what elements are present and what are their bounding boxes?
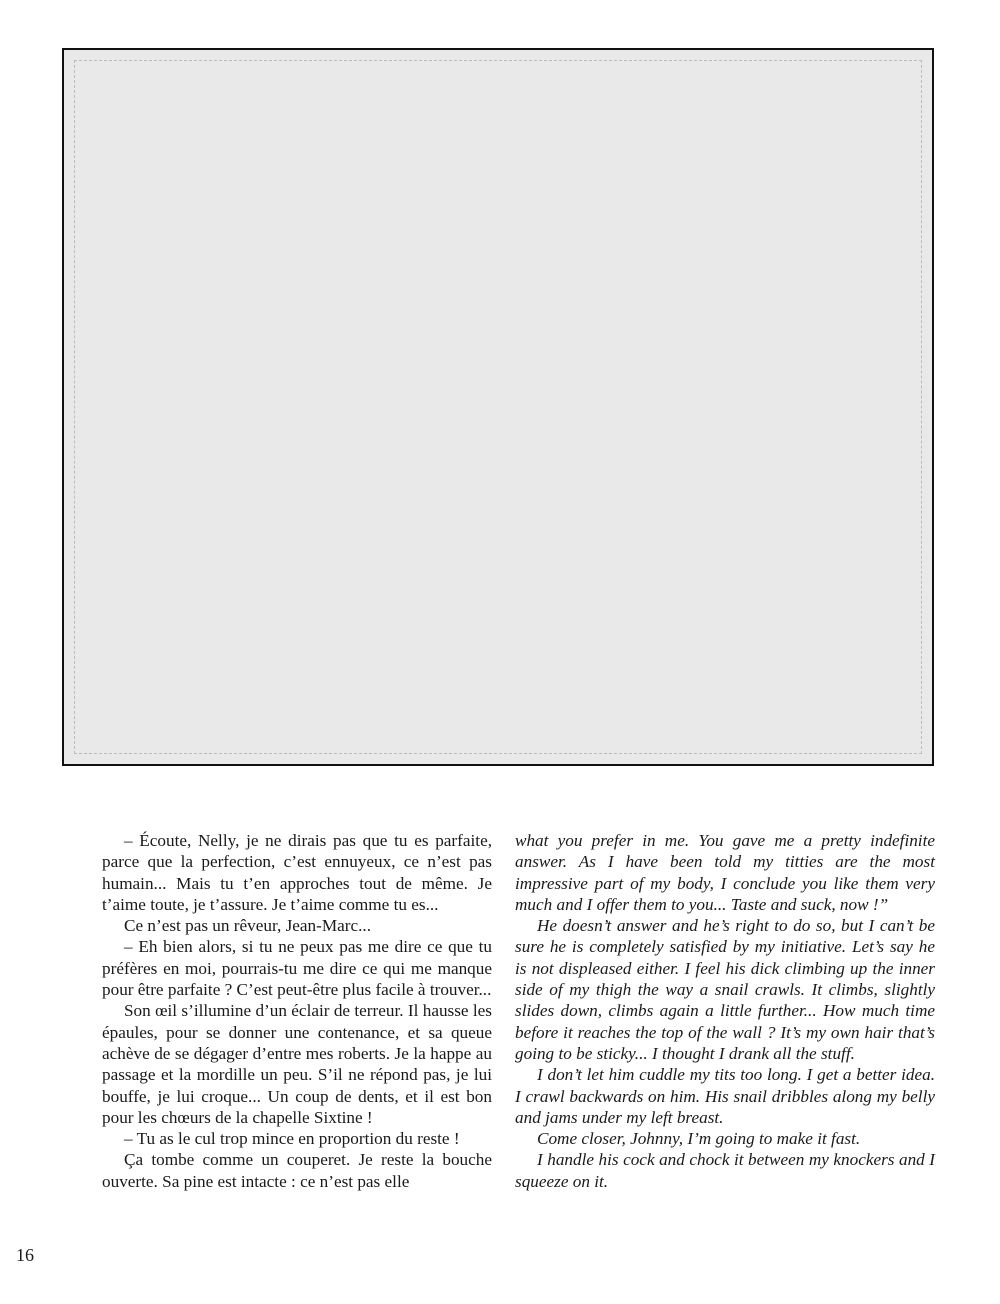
french-text-column — [102, 830, 492, 1192]
paragraph: – Eh bien alors, si tu ne peux pas me dire ce que tu préfères en moi, pourrais-tu me dire ce qui me manque pour être parfaite ? C’est peut-être plus facile à trouver... — [102, 937, 492, 1000]
paragraph: He doesn’t answer and he’s right to do so, but I can’t be sure he is completely satisfied by my initiative. Let’s say he is not displeased either. I feel his dick climbing up the inner side of my thigh the way a snail crawls. It climbs, slightly slides down, climbs again a little further... How much time before it reaches the top of the wall ? It’s my own hair that’s going to be sticky... I thought I drank all the stuff. — [515, 916, 935, 1063]
paragraph: Ça tombe comme un couperet. Je reste la bouche ouverte. Sa pine est intacte : ce n’est pas elle — [102, 1150, 492, 1191]
paragraph: I handle his cock and chock it between my knockers and I squeeze on it. — [515, 1150, 935, 1191]
paragraph: – Tu as le cul trop mince en proportion du reste ! — [124, 1129, 460, 1149]
illustration-placeholder — [74, 60, 922, 754]
paragraph: what you prefer in me. You gave me a pretty indefinite answer. As I have been told my titties are the most impressive part of my body, I conclude you like them very much and I offer them to you... Taste and suck, now !” — [515, 831, 935, 914]
english-text-column — [515, 830, 935, 1192]
paragraph: Ce n’est pas un rêveur, Jean-Marc... — [124, 916, 372, 936]
paragraph: Son œil s’illumine d’un éclair de terreur. Il hausse les épaules, pour se donner une contenance, et sa queue achève de se dégager d’entre mes roberts. Je la happe au passage et la mordille un peu. S’il ne répond pas, je lui bouffe, je lui croque... Un coup de dents, et il est bon pour les chœurs de la chapelle Sixtine ! — [102, 1001, 492, 1127]
illustration-panel — [62, 48, 934, 766]
paragraph: Come closer, Johnny, I’m going to make it fast. — [537, 1129, 861, 1149]
paragraph: – Écoute, Nelly, je ne dirais pas que tu es parfaite, parce que la perfection, c’est ennuyeux, ce n’est pas humain... Mais tu t’en approches tout de même. Je t’aime toute, je t’assure. Je t’aime comme tu es... — [102, 831, 492, 914]
page-number: 16 — [16, 1245, 34, 1265]
paragraph: I don’t let him cuddle my tits too long. I get a better idea. I crawl backwards on him. His snail dribbles along my belly and jams under my left breast. — [515, 1065, 935, 1127]
